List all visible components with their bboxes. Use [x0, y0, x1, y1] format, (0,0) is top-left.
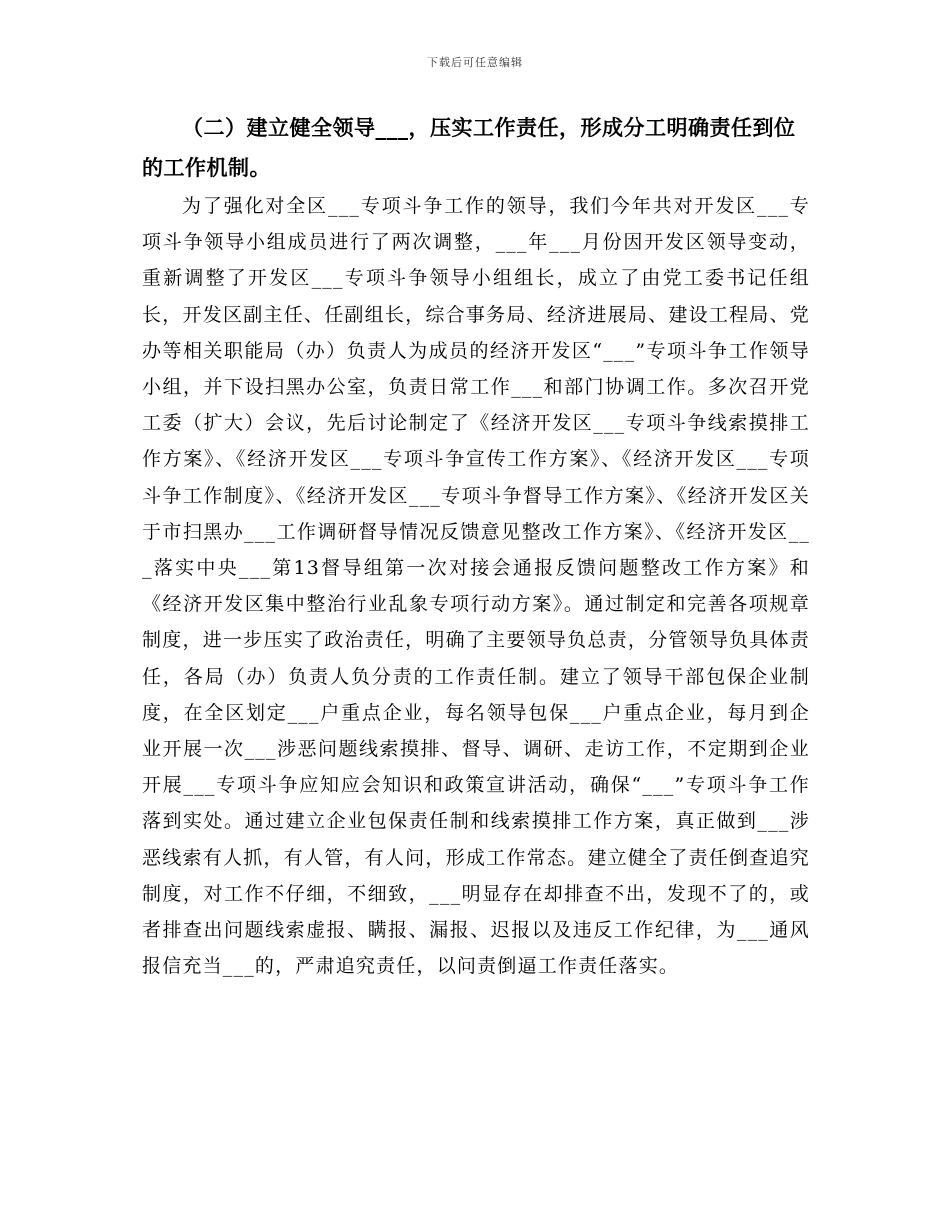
body-paragraph: 为了强化对全区___专项斗争工作的领导，我们今年共对开发区___专项斗争领导小组成员进行了两次调整，___年___月份因开发区领导变动，重新调整了开发区___专项斗争领导小组组长，成立了由党工委书记任组长，开发区副主任、任副组长，综合事务局、经济进展局、建设工程局、党办等相关职能局（办）负责人为成员的经济开发区“___”专项斗争工作领导小组，并下设扫黑办公室，负责日常工作___和部门协调工作。多次召开党工委（扩大）会议，先后讨论制定了《经济开发区___专项斗争线索摸排工作方案》、《经济开发区___专项斗争宣传工作方案》、《经济开发区___专项斗争工作制度》、《经济开发区___专项斗争督导工作方案》、《经济开发区关于市扫黑办___工作调研督导情况反馈意见整改工作方案》、《经济开发区___落实中央___第13督导组第一次对接会通报反馈问题整改工作方案》和《经济开发区集中整治行业乱象专项行动方案》。通过制定和完善各项规章制度，进一步压实了政治责任，明确了主要领导负总责，分管领导负具体责任，各局（办）负责人负分责的工作责任制。建立了领导干部包保企业制度，在全区划定___户重点企业，每名领导包保___户重点企业，每月到企业开展一次___涉恶问题线索摸排、督导、调研、走访工作，不定期到企业开展___专项斗争应知应会知识和政策宣讲活动，确保“___”专项斗争工作落到实处。通过建立企业包保责任制和线索摸排工作方案，真正做到___涉恶线索有人抓，有人管，有人问，形成工作常态。建立健全了责任倒查追究制度，对工作不仔细，不细致，___明显存在却排查不出，发现不了的，或者排查出问题线索虚报、瞒报、漏报、迟报以及违反工作纪律，为___通风报信充当___的，严肃追究责任，以问责倒逼工作责任落实。: [142, 195, 810, 978]
document-body: [142, 108, 810, 984]
section-heading: （二）建立健全领导___，压实工作责任，形成分工明确责任到位的工作机制。: [142, 115, 796, 180]
page-header-note: 下载后可任意编辑: [427, 56, 523, 69]
